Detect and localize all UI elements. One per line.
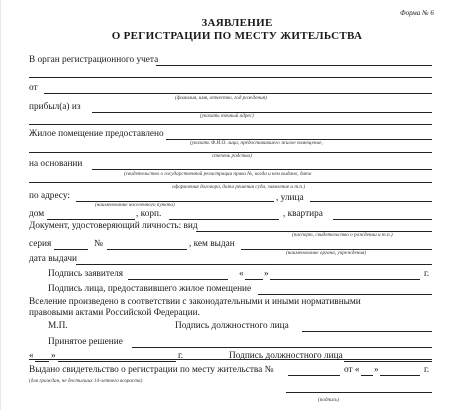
- arrived-from-label: прибыл(а) из: [29, 102, 81, 112]
- official-signature-field[interactable]: [302, 331, 432, 332]
- series-field[interactable]: [54, 249, 88, 250]
- decision-date-month-field[interactable]: [58, 361, 176, 362]
- certificate-number-field[interactable]: [288, 375, 340, 376]
- certificate-month-field[interactable]: [380, 375, 420, 376]
- decision-date-close: »: [51, 351, 56, 361]
- reg-authority-field[interactable]: [156, 65, 432, 66]
- provider-signature-label: Подпись лица, предоставившего жилое помещение: [48, 284, 252, 294]
- from-field[interactable]: [44, 93, 432, 94]
- issued-by-label: , кем выдан: [189, 239, 235, 249]
- signature-caption: (подпись): [318, 397, 340, 403]
- from-label: от: [29, 83, 38, 93]
- form-title-line-1: ЗАЯВЛЕНИЕ: [201, 17, 273, 29]
- issue-date-label: дата выдачи: [29, 254, 78, 264]
- certificate-signature-field[interactable]: [286, 392, 432, 393]
- decision-field[interactable]: [132, 347, 432, 348]
- official-signature-2-field[interactable]: [344, 361, 432, 362]
- issue-date-field[interactable]: [76, 264, 432, 265]
- basis-caption-1: (свидетельство о государственной регистрации права №, когда и кем выдано, дата: [124, 171, 312, 177]
- minor-caption: (для граждан, не достигших 14-летнего возраста): [29, 378, 143, 384]
- arrived-from-field[interactable]: [92, 112, 432, 113]
- apartment-field[interactable]: [333, 219, 432, 220]
- certificate-year-suffix: г.: [424, 365, 430, 375]
- certificate-label: Выдано свидетельство о регистрации по месту жительства №: [29, 365, 274, 375]
- basis-field-2[interactable]: [29, 182, 432, 183]
- apartment-label: , квартира: [283, 209, 323, 219]
- address-label: по адресу:: [29, 191, 70, 201]
- applicant-year-suffix: г.: [424, 269, 430, 279]
- applicant-date-day-field[interactable]: [245, 279, 263, 280]
- locality-caption: (наименование населенного пункта): [95, 202, 175, 208]
- reg-authority-label: В орган регистрационного учета: [29, 55, 159, 65]
- housing-provided-label: Жилое помещение предоставлено: [29, 129, 164, 139]
- settlement-text-1: Вселение произведено в соответствии с законодательными и иными нормативными: [29, 297, 361, 307]
- building-label: , корп.: [136, 209, 162, 219]
- decision-label: Принятое решение: [48, 337, 123, 347]
- issued-by-caption: (наименование органа, учреждения): [286, 250, 367, 256]
- page-edge: [0, 0, 1, 410]
- street-field[interactable]: [310, 201, 432, 202]
- street-label: , улица: [276, 193, 304, 203]
- applicant-signature-label: Подпись заявителя: [48, 269, 124, 279]
- basis-field[interactable]: [92, 169, 432, 170]
- arrived-from-field-2[interactable]: [29, 124, 432, 125]
- from-caption: (фамилия, имя, отчество, год рождения): [175, 95, 267, 101]
- form-title-line-2: О РЕГИСТРАЦИИ ПО МЕСТУ ЖИТЕЛЬСТВА: [111, 30, 363, 42]
- basis-label: на основании: [29, 159, 83, 169]
- settlement-text-2: правовыми актами Российской Федерации.: [29, 308, 200, 318]
- form-number: Форма № 6: [400, 9, 434, 17]
- building-field[interactable]: [169, 219, 279, 220]
- stamp-label: М.П.: [48, 321, 68, 331]
- arrived-caption: (указать точный адрес): [200, 113, 254, 119]
- id-document-caption: (паспорт, свидетельство о рождении и т.п.): [292, 232, 393, 238]
- id-document-label: Документ, удостоверяющий личность: вид: [29, 221, 198, 231]
- decision-date-day-field[interactable]: [35, 361, 49, 362]
- decision-date-open: «: [29, 351, 34, 361]
- official-signature-label: Подпись должностного лица: [175, 321, 289, 331]
- reg-authority-field-2[interactable]: [29, 77, 432, 78]
- series-label: серия: [29, 239, 52, 249]
- certificate-day-field[interactable]: [361, 375, 373, 376]
- decision-year-suffix: г.: [178, 351, 184, 361]
- applicant-date-close: »: [264, 269, 269, 279]
- number-label: №: [94, 239, 103, 249]
- basis-caption-2: оформления договора, дата решения суда, заявление и т.п.): [172, 184, 306, 190]
- certificate-date-close: »: [374, 365, 379, 375]
- official-signature-2-label: Подпись должностного лица: [229, 351, 343, 361]
- house-label: дом: [29, 209, 45, 219]
- applicant-date-month-field[interactable]: [270, 279, 420, 280]
- applicant-date-open: «: [239, 269, 244, 279]
- number-field[interactable]: [107, 249, 187, 250]
- provider-signature-field[interactable]: [258, 294, 432, 295]
- house-field[interactable]: [47, 219, 135, 220]
- certificate-from-label: от «: [344, 365, 360, 375]
- applicant-signature-field[interactable]: [128, 279, 228, 280]
- kinship-caption: степень родства): [212, 153, 252, 159]
- housing-caption: (указать Ф.И.О. лица, предоставившего жилое помещение,: [190, 140, 323, 146]
